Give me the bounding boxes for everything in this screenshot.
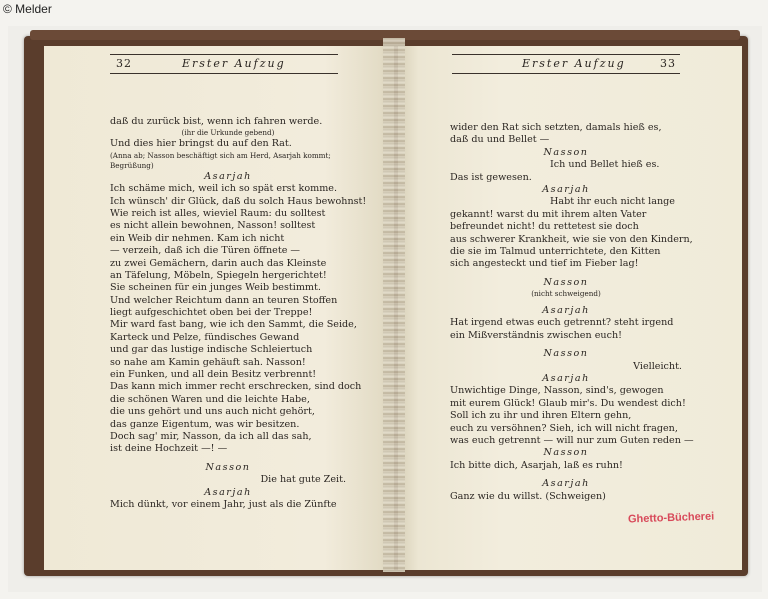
verse-line: was euch getrennt — will nur zum Guten reden — xyxy=(450,434,694,446)
verse-line: Wie reich ist alles, wieviel Raum: du solltest xyxy=(110,207,326,219)
verse-line: befreundet nicht! du rettetest sie doch xyxy=(450,221,639,233)
verse-line: Hat irgend etwas euch getrennt? steht irgend xyxy=(450,317,674,329)
speaker-name: Asarjah xyxy=(542,183,590,195)
verse-line: ein Weib dir nehmen. Kam ich nicht xyxy=(110,232,285,244)
speaker-name: Nasson xyxy=(543,447,589,459)
verse-line: euch zu versöhnen? Sieh, ich will nicht fragen, xyxy=(450,422,678,434)
verse-line: Karteck und Pelze, fündisches Gewand xyxy=(110,331,300,343)
verse-line: ein Funken, und all dein Besitz verbrennt! xyxy=(110,369,317,381)
verse-line: zu zwei Gemächern, darin auch das Kleinste xyxy=(110,257,327,269)
verse-line: an Täfelung, Möbeln, Spiegeln hergerichtet! xyxy=(110,269,327,281)
verse-line: Ich bitte dich, Asarjah, laß es ruhn! xyxy=(450,459,623,471)
verse-line: die uns gehört und uns auch nicht gehört, xyxy=(110,406,315,418)
verse-line: ein Mißverständnis zwischen euch! xyxy=(450,329,622,341)
verse-line: so nahe am Kamin gehäuft sah. Nasson! xyxy=(110,356,306,368)
verse-line: das ganze Eigentum, was wir besitzen. xyxy=(110,418,300,430)
speaker-name: Nasson xyxy=(543,348,589,360)
left-page-number: 32 xyxy=(116,57,132,70)
left-running-title: Erster Aufzug xyxy=(182,57,286,70)
speaker-name: Nasson xyxy=(205,461,251,473)
verse-line: Das kann mich immer recht erschrecken, sind doch xyxy=(110,381,362,393)
verse-line: Ich und Bellet hieß es. xyxy=(550,159,660,171)
verse-line: aus schwerer Krankheit, wie sie von den Kindern, xyxy=(450,233,693,245)
verse-line: sich angesteckt und tief im Fieber lag! xyxy=(450,258,639,270)
verse-line: die sie im Talmud unterrichtete, den Kitten xyxy=(450,245,661,257)
book-spine xyxy=(383,38,405,572)
verse-line: Unwichtige Dinge, Nasson, sind's, gewogen xyxy=(450,385,664,397)
verse-line: Mich dünkt, vor einem Jahr, just als die Zünfte xyxy=(110,498,337,510)
speaker-name: Nasson xyxy=(543,146,589,158)
verse-line: Ich wünsch' dir Glück, daß du solch Haus bewohnst! xyxy=(110,195,367,207)
verse-line: es nicht allein bewohnen, Nasson! solltest xyxy=(110,220,316,232)
speaker-name: Nasson xyxy=(543,276,589,288)
right-running-head xyxy=(452,54,680,74)
speaker-name: Asarjah xyxy=(204,486,252,498)
verse-line: Mir ward fast bang, wie ich den Sammt, die Seide, xyxy=(110,319,357,331)
verse-line: Ich schäme mich, weil ich so spät erst komme. xyxy=(110,183,338,195)
stage-direction: (ihr die Urkunde gebend) xyxy=(181,128,275,138)
stage-direction: (Anna ab; Nasson beschäftigt sich am Herd, Asarjah kommt; xyxy=(110,150,331,160)
verse-line: Doch sag' mir, Nasson, da ich all das sah, xyxy=(110,430,312,442)
left-running-head xyxy=(110,54,338,74)
verse-line: daß du zurück bist, wenn ich fahren werde. xyxy=(110,116,323,127)
verse-line: Die hat gute Zeit. xyxy=(260,474,346,486)
verse-line: — verzeih, daß ich die Türen öffnete — xyxy=(110,245,301,257)
verse-line: ist deine Hochzeit —! — xyxy=(110,443,228,455)
verse-line: liegt aufgeschichtet oben bei der Treppe! xyxy=(110,307,313,319)
speaker-name: Asarjah xyxy=(204,170,252,182)
left-page-text xyxy=(110,116,367,511)
stage-direction: (nicht schweigend) xyxy=(531,289,601,299)
right-page-text xyxy=(450,122,694,503)
verse-line: Das ist gewesen. xyxy=(450,171,532,183)
right-running-title: Erster Aufzug xyxy=(522,57,626,70)
speaker-name: Asarjah xyxy=(542,305,590,317)
verse-line: die schönen Waren und die leichte Habe, xyxy=(110,393,310,405)
verse-line: gekannt! warst du mit ihrem alten Vater xyxy=(450,208,647,220)
verse-line: Sie scheinen für ein junges Weib bestimmt. xyxy=(110,282,321,294)
library-stamp: Ghetto-Bücherei xyxy=(627,510,715,526)
verse-line: mit eurem Glück! Glaub mir's. Du wendest dich! xyxy=(450,397,686,409)
verse-line: und gar das lustige indische Schleiertuch xyxy=(110,344,313,356)
verse-line: Und welcher Reichtum dann an teuren Stoffen xyxy=(110,294,338,306)
verse-line: Ganz wie du willst. (Schweigen) xyxy=(450,490,606,502)
verse-line: Vielleicht. xyxy=(633,360,682,372)
speaker-name: Asarjah xyxy=(542,478,590,490)
verse-line: daß du und Bellet — xyxy=(450,134,550,146)
verse-line: wider den Rat sich setzten, damals hieß es, xyxy=(450,122,662,133)
verse-line: Und dies hier bringst du auf den Rat. xyxy=(110,138,292,150)
right-page-number: 33 xyxy=(660,57,676,70)
verse-line: Habt ihr euch nicht lange xyxy=(550,196,675,208)
copyright-watermark: © Melder xyxy=(3,2,52,16)
verse-line: Soll ich zu ihr und ihren Eltern gehn, xyxy=(450,410,632,422)
speaker-name: Asarjah xyxy=(542,373,590,385)
stage-direction: Begrüßung) xyxy=(110,160,154,170)
